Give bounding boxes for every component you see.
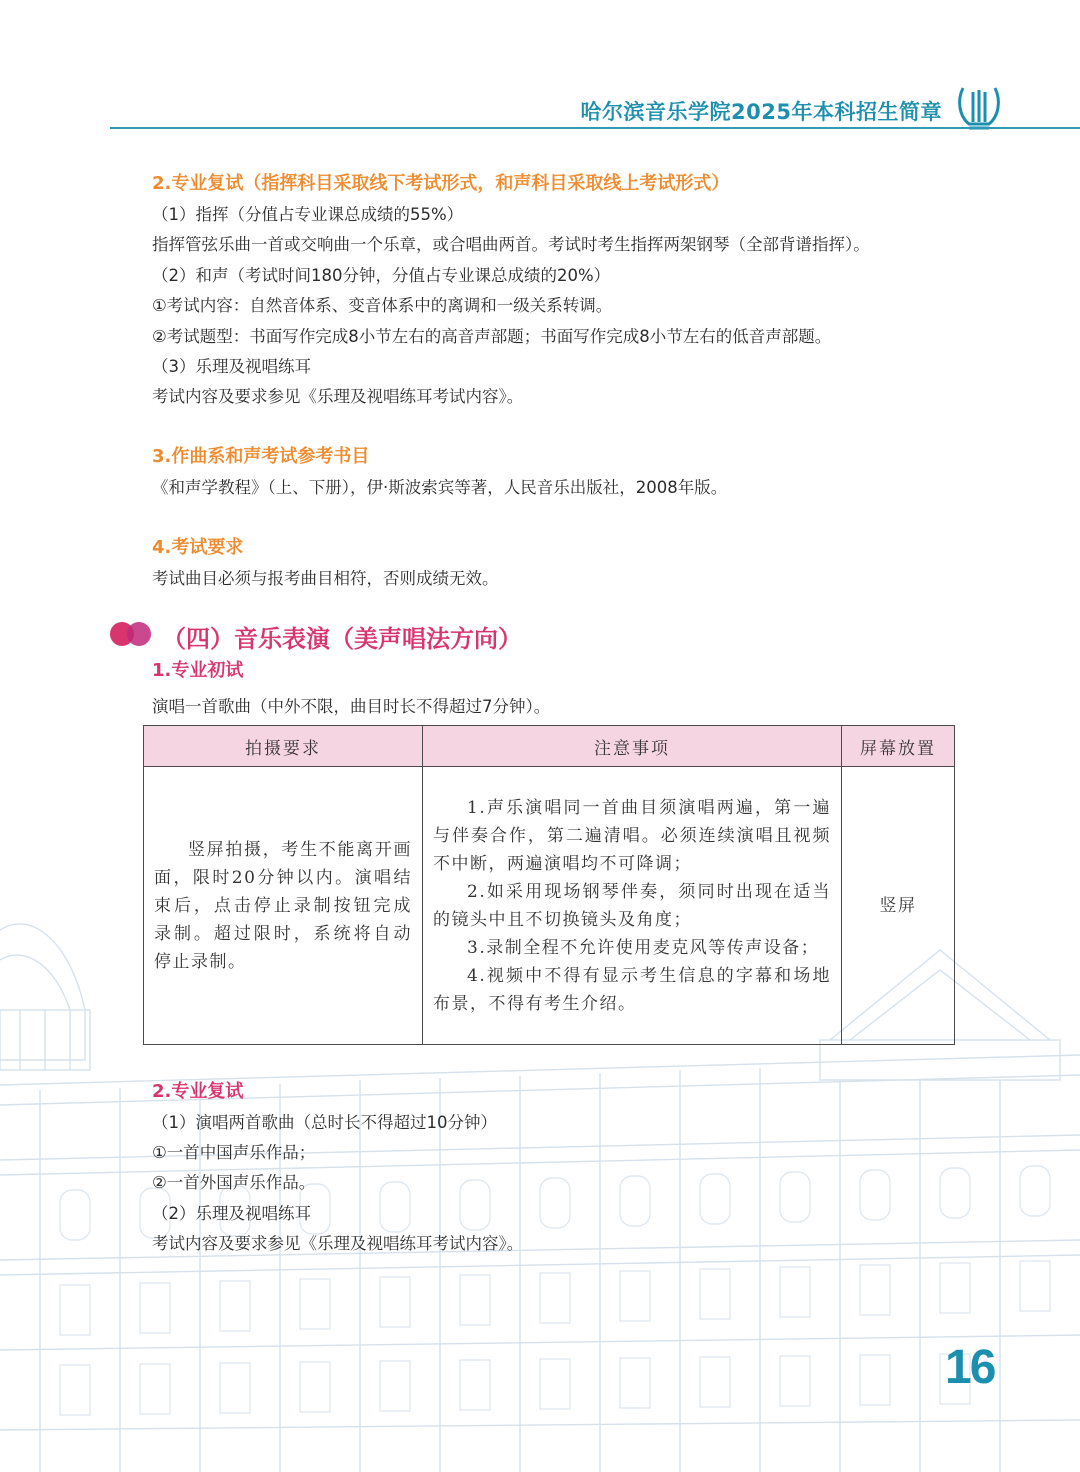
- p4-s2-item: ②一首外国声乐作品。: [152, 1173, 316, 1192]
- section-title: （四）音乐表演（美声唱法方向）: [162, 625, 522, 653]
- header-divider: [110, 127, 1080, 129]
- p4-s2-item: ①一首中国声乐作品；: [152, 1143, 316, 1162]
- page-number: 16: [945, 1341, 995, 1394]
- header-title: 哈尔滨音乐学院2025年本科招生简章: [580, 100, 942, 124]
- p4-s2-item: （1）演唱两首歌曲（总时长不得超过10分钟）: [152, 1113, 497, 1132]
- note-item: 3.录制全程不允许使用麦克风等传声设备；: [467, 937, 820, 958]
- s4-heading: 4.考试要求: [152, 537, 244, 558]
- s2-item: ①考试内容：自然音体系、变音体系中的离调和一级关系转调。: [152, 296, 613, 315]
- table-cell-shooting: [144, 767, 423, 1045]
- table-header-screen: 屏幕放置: [842, 726, 955, 767]
- table-cell-screen: 竖屏: [842, 767, 955, 1045]
- note-item: 1.声乐演唱同一首曲目须演唱两遍，第一遍与伴奏合作，第二遍清唱。必须连续演唱且视频不中断，两遍演唱均不可降调；: [433, 797, 831, 874]
- s2-heading: 2.专业复试（指挥科目采取线下考试形式，和声科目采取线上考试形式）: [152, 173, 730, 194]
- s2-item: 考试内容及要求参见《乐理及视唱练耳考试内容》。: [152, 387, 524, 406]
- s2-item: 指挥管弦乐曲一首或交响曲一个乐章，或合唱曲两首。考试时考生指挥两架钢琴（全部背谱指挥）。: [152, 235, 870, 254]
- p4-s1-text: 演唱一首歌曲（中外不限，曲目时长不得超过7分钟）。: [152, 697, 551, 716]
- s3-heading: 3.作曲系和声考试参考书目: [152, 446, 370, 467]
- p4-s2-heading: 2.专业复试: [152, 1081, 244, 1102]
- s2-item: （2）和声（考试时间180分钟，分值占专业课总成绩的20%）: [152, 266, 611, 285]
- lyre-logo-icon: [955, 80, 1003, 132]
- s2-item: （1）指挥（分值占专业课总成绩的55%）: [152, 205, 464, 224]
- note-item: 4.视频中不得有显示考生信息的字幕和场地布景，不得有考生介绍。: [433, 965, 831, 1014]
- shooting-text: 竖屏拍摄，考生不能离开画面，限时20分钟以内。演唱结束后，点击停止录制按钮完成录制。超过限时，系统将自动停止录制。: [154, 839, 412, 972]
- section-dots-icon: [108, 620, 154, 648]
- table-cell-notes: [423, 767, 842, 1045]
- table-header-shooting: 拍摄要求: [144, 726, 423, 767]
- exam-requirements-table: [143, 725, 955, 1045]
- s2-item: （3）乐理及视唱练耳: [152, 357, 311, 376]
- s3-text: 《和声学教程》（上、下册），伊·斯波索宾等著，人民音乐出版社，2008年版。: [152, 478, 728, 497]
- p4-s2-item: （2）乐理及视唱练耳: [152, 1204, 311, 1223]
- p4-s2-item: 考试内容及要求参见《乐理及视唱练耳考试内容》。: [152, 1234, 524, 1253]
- note-item: 2.如采用现场钢琴伴奏，须同时出现在适当的镜头中且不切换镜头及角度；: [433, 881, 831, 930]
- table-header-notes: 注意事项: [423, 726, 842, 767]
- s4-text: 考试曲目必须与报考曲目相符，否则成绩无效。: [152, 569, 499, 588]
- s2-item: ②考试题型：书面写作完成8小节左右的高音声部题；书面写作完成8小节左右的低音声部题。: [152, 327, 832, 346]
- p4-s1-heading: 1.专业初试: [152, 660, 244, 681]
